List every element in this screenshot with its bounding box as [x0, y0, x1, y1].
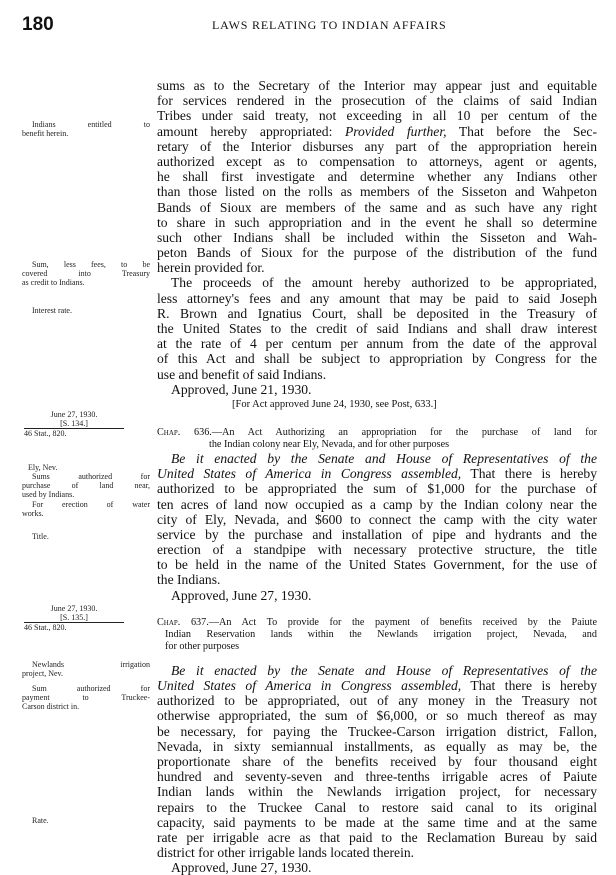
text-line: to share in such appropriation and in the event he shall so determine [157, 214, 597, 230]
text-line: retary of the Interior disburses any part of the appropriation herein [157, 138, 597, 154]
text-line: The proceeds of the amount hereby authorized to be appropriated, [171, 275, 597, 291]
text-line: ten acres of land now occupied as a camp by the Indian colony near the [157, 496, 597, 512]
proviso-italic: Provided further, [344, 123, 447, 139]
text-line: repairs to the Truckee Canal to restore said canal to its original [157, 799, 597, 815]
text-line: at the rate of 4 per centum per annum from the date of the approval [157, 336, 597, 352]
enacting-clause: Be it enacted by the Senate and House of Representatives of the [171, 450, 597, 466]
approved-line: Approved, June 21, 1930. [171, 381, 312, 397]
margin-notes [0, 0, 152, 871]
text-line: United States of America in Congress assembled, That there is hereby [157, 678, 597, 693]
text-line: amount hereby appropriated: Provided further, That before the Sec- [157, 123, 597, 139]
running-head: LAWS RELATING TO INDIAN AFFAIRS [212, 18, 447, 32]
approved-line: Approved, June 27, 1930. [171, 860, 312, 875]
cross-reference: [For Act approved June 24, 1930, see Post, 633.] [232, 398, 437, 410]
text-line: United States of America in Congress assembled, That there is hereby [157, 466, 597, 482]
note-chap636-citation: June 27, 1930. [S. 134.] 46 Stat., 820. [24, 410, 124, 438]
text-line: service by the purchase and installation of pipe and hydrants and the [157, 526, 597, 542]
approved-line: Approved, June 27, 1930. [171, 587, 312, 603]
text-line: R. Brown and Ignatius Court, shall be deposited in the Treasury of [157, 305, 597, 321]
text-line: to be held in the name of the United States Government, for the use of [157, 557, 597, 573]
text-line: herein provided for. [157, 260, 265, 276]
chapter-heading: Chap. 636.—An Act Authorizing an appropriation for the purchase of land for the Indian colony near Ely, Nevada, and for other purposes [157, 426, 597, 450]
note-sum-truckee: Sum authorized for payment to Truckee- Carson district in. [22, 684, 150, 711]
note-newlands: Newlands irrigation project, Nev. [22, 660, 150, 678]
note-sum-less-fees: Sum, less fees, to be covered into Treasury as credit to Indians. [22, 260, 150, 287]
note-indians-entitled: Indians entitled to benefit herein. [22, 120, 150, 138]
chapter-637 [157, 617, 597, 875]
text-line: authorized except as to compensation to attorneys, agent or agents, [157, 153, 597, 169]
text-line: of this Act and shall be subject to appropriation by Congress for the [157, 351, 597, 367]
text-line: erection of a standpipe with necessary protective structure, the title [157, 542, 597, 558]
text-line: authorized to be appropriated the sum of $1,000 for the purchase of [157, 481, 597, 497]
section-continuation [157, 78, 597, 413]
note-sums-authorized: Sums authorized for purchase of land near, used by Indians. [22, 472, 150, 499]
text-line: otherwise appropriated, the sum of $6,000, or so much thereof as may [157, 708, 597, 724]
text-line: rate per irrigable acre as that paid to the Reclamation Bureau by said [157, 829, 597, 845]
note-interest-rate: Interest rate. [32, 306, 72, 315]
text-line: be necessary, for paying the Truckee-Carson irrigation district, Fallon, [157, 723, 597, 739]
chapter-heading: Chap. 637.—An Act To provide for the payment of benefits received by the Paiute Indian Reservation lands within the Newlands irrigation project, Nevada, and for other purposes [157, 616, 597, 652]
text-line: district for other irrigable lands located therein. [157, 845, 415, 861]
text-line: the United States to the credit of said Indians and shall draw interest [157, 321, 597, 336]
text-line: such other Indians shall be included within the Sisseton and Wah- [157, 229, 597, 245]
text-line: proportionate share of the benefits received by four thousand eight [157, 753, 597, 769]
text-line: sums as to the Secretary of the Interior may appear just and equitable [157, 78, 597, 93]
page-number: 180 [22, 14, 54, 35]
text-line: he shall first investigate and determine whether any Indians other [157, 169, 597, 185]
text-line: hundred and seventy-seven and three-tenths irrigable acres of Paiute [157, 769, 597, 785]
enacting-clause: Be it enacted by the Senate and House of Representatives of the [171, 662, 597, 678]
text-line: Nevada, in sixty semiannual installments, as equally as may be, the [157, 738, 597, 754]
note-chap637-citation: June 27, 1930. [S. 135.] 46 Stat., 820. [24, 604, 124, 632]
main-text [157, 78, 597, 875]
text-line: Tribes under said treaty, not exceeding in all 10 per centum of the [157, 108, 597, 124]
chapter-636 [157, 427, 597, 603]
text-line: authorized to be appropriated, out of any money in the Treasury not [157, 693, 597, 709]
text-line: peton Bands of Sioux for the purpose of the distribution of the fund [157, 245, 597, 261]
note-title: Title. [32, 532, 49, 541]
text-line: capacity, said payments to be made at the same time and at the same [157, 814, 597, 830]
note-erection-water: For erection of water works. [22, 500, 150, 518]
chapter-label: Chap. 636. [157, 426, 212, 438]
text-line: the Indians. [157, 572, 221, 588]
chapter-label: Chap. 637. [157, 616, 209, 628]
text-line: less attorney's fees and any amount that may be paid to said Joseph [157, 290, 597, 306]
text-line: Indian lands within the Newlands irrigation project, for necessary [157, 784, 597, 800]
text-line: for services rendered in the prosecution of the claims of said Indian [157, 93, 597, 109]
text-line: use and benefit of said Indians. [157, 366, 327, 382]
text-line: city of Ely, Nevada, and $600 to connect the camp with the city water [157, 511, 597, 527]
text-line: Bands of Sioux are members of the same and as such have any right [157, 199, 597, 215]
note-rate: Rate. [32, 816, 49, 825]
text-line: than those listed on the rolls as members of the Sisseton and Wahpeton [157, 184, 597, 200]
note-ely-nev: Ely, Nev. [28, 463, 58, 472]
